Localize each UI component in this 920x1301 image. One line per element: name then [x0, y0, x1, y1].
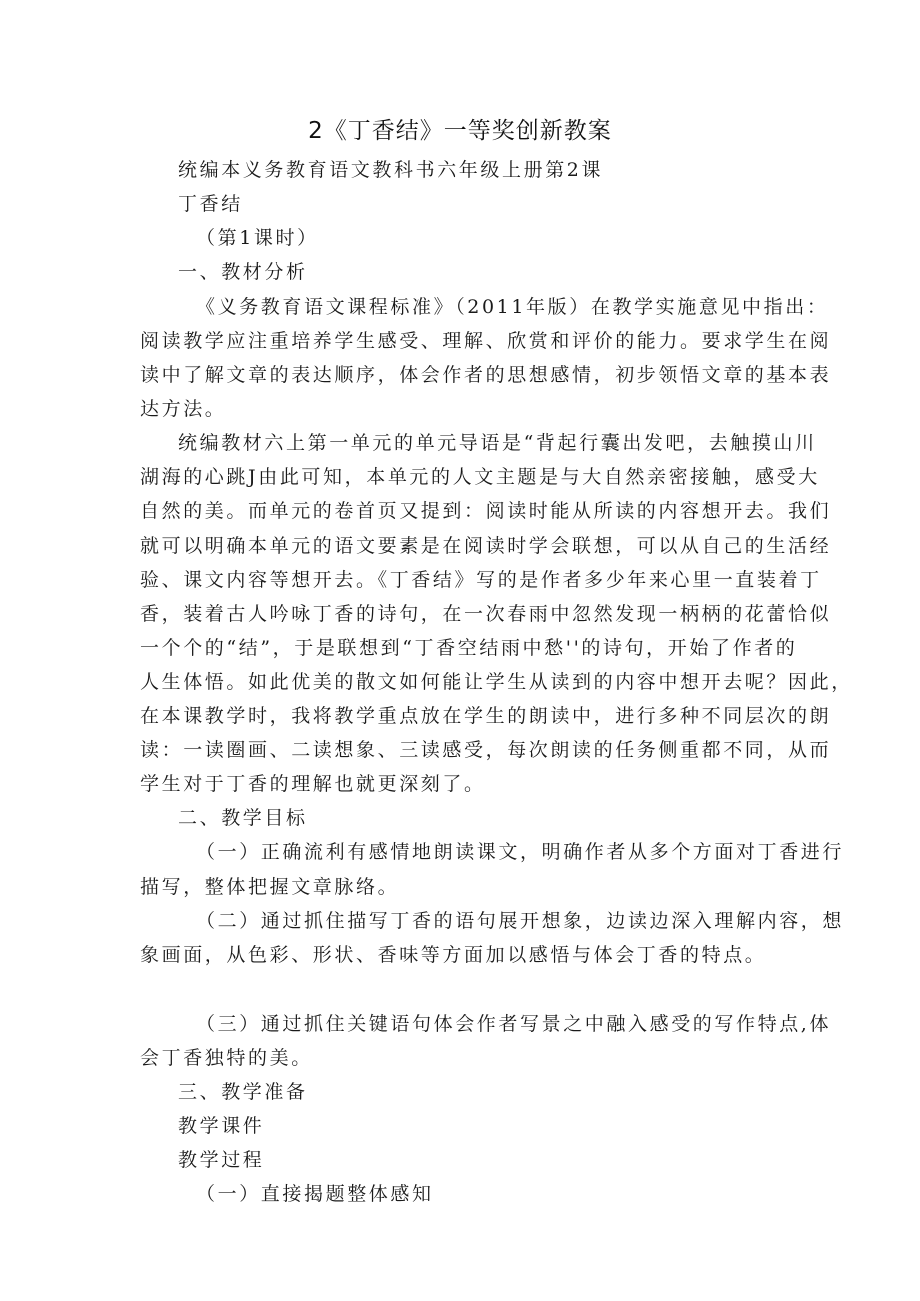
paragraph-line: 在本课教学时，我将教学重点放在学生的朗读中，进行多种不同层次的朗: [140, 705, 832, 727]
objective-line: （一）正确流利有感情地朗读课文，明确作者从多个方面对丁香进行: [196, 841, 845, 863]
objective-line: （二）通过抓住描写丁香的语句展开想象，边读边深入理解内容，想: [196, 910, 845, 932]
objective-line: （三）通过抓住关键语句体会作者写景之中融入感受的写作特点,体: [196, 1013, 832, 1035]
lesson-title: 丁香结: [178, 193, 243, 215]
paragraph-line: 达方法。: [140, 398, 227, 420]
process-heading: 教学过程: [178, 1149, 265, 1171]
paragraph-line: 阅读教学应注重培养学生感受、理解、欣赏和评价的能力。要求学生在阅: [140, 330, 832, 352]
section-heading-2: 二、教学目标: [178, 807, 308, 829]
paragraph-line: 统编教材六上第一单元的单元导语是“背起行囊出发吧，去触摸山川: [178, 432, 817, 454]
lesson-period: （第1课时）: [196, 227, 319, 249]
paragraph-line: 自然的美。而单元的卷首页又提到：阅读时能从所读的内容想开去。我们: [140, 500, 832, 522]
document-title: 2《丁香结》一等奖创新教案: [308, 118, 612, 144]
paragraph-line: 学生对于丁香的理解也就更深刻了。: [140, 773, 486, 795]
paragraph-line: 就可以明确本单元的语文要素是在阅读时学会联想，可以从自己的生活经: [140, 535, 832, 557]
paragraph-line: 香，装着古人吟咏丁香的诗句，在一次春雨中忽然发现一柄柄的花蕾恰似: [140, 603, 832, 625]
preparation-item: 教学课件: [178, 1115, 265, 1137]
paragraph-line: 读中了解文章的表达顺序，体会作者的思想感情，初步领悟文章的基本表: [140, 364, 832, 386]
section-heading-1: 一、教材分析: [178, 261, 308, 283]
process-step: （一）直接揭题整体感知: [196, 1183, 434, 1205]
paragraph-line: 读：一读圈画、二读想象、三读感受，每次朗读的任务侧重都不同，从而: [140, 739, 832, 761]
objective-line: 象画面，从色彩、形状、香味等方面加以感悟与体会丁香的特点。: [140, 944, 767, 966]
objective-line: 描写，整体把握文章脉络。: [140, 876, 400, 898]
paragraph-line: 《义务教育语文课程标准》（2011年版）在教学实施意见中指出：: [196, 296, 829, 318]
objective-line: 会丁香独特的美。: [140, 1047, 313, 1069]
paragraph-line: 一个个的“结”，于是联想到“丁香空结雨中愁''的诗句，开始了作者的: [140, 637, 798, 659]
paragraph-line: 湖海的心跳J由此可知，本单元的人文主题是与大自然亲密接触，感受大: [140, 466, 820, 488]
textbook-info: 统编本义务教育语文教科书六年级上册第2课: [178, 159, 604, 181]
paragraph-line: 验、课文内容等想开去。《丁香结》写的是作者多少年来心里一直装着丁: [140, 569, 822, 591]
section-heading-3: 三、教学准备: [178, 1081, 308, 1103]
paragraph-line: 人生体悟。如此优美的散文如何能让学生从读到的内容中想开去呢？因此，: [140, 671, 853, 693]
